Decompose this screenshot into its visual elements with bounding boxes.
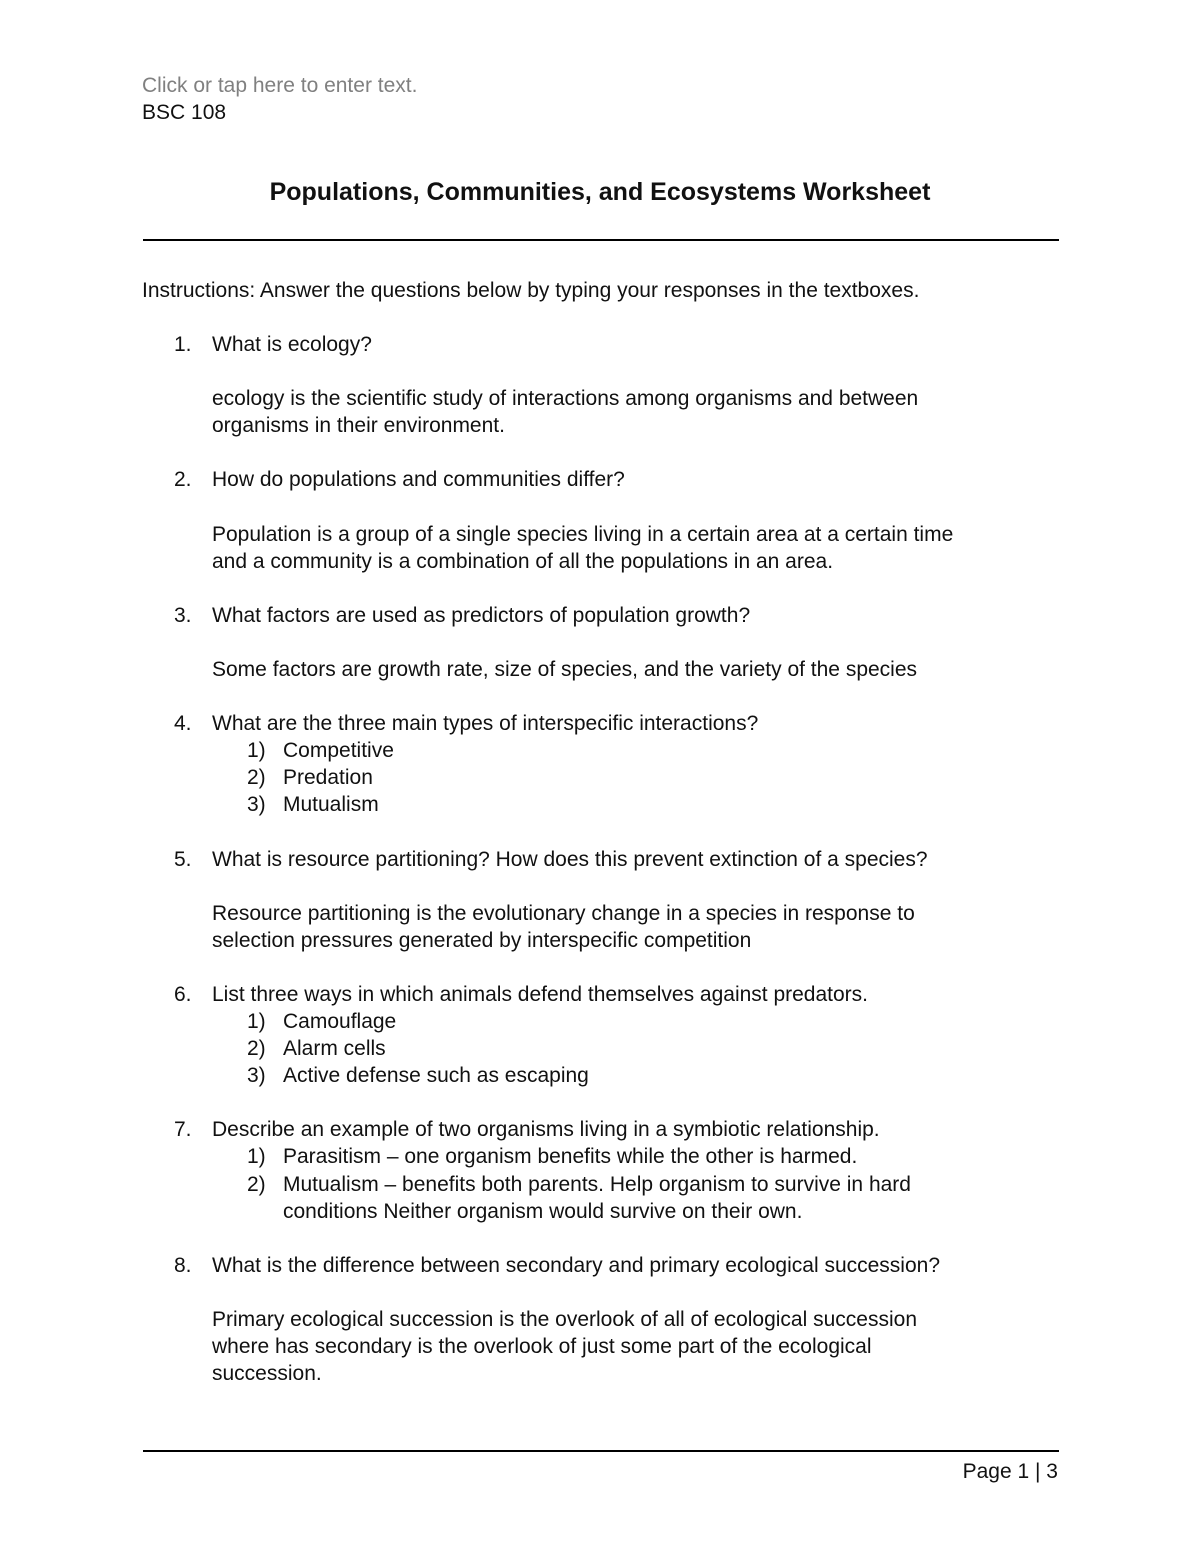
answer-line[interactable]: Population is a group of a single species living in a certain area at a certain time [212,523,954,546]
answer-line[interactable]: ecology is the scientific study of interactions among organisms and between [212,387,919,410]
list-item-number: 1) [247,1010,266,1033]
list-item-text[interactable]: Mutualism – benefits both parents. Help organism to survive in hard [283,1173,911,1196]
footer-divider [143,1450,1059,1452]
list-item-number: 3) [247,1064,266,1087]
course-code: BSC 108 [142,101,227,124]
list-item-text[interactable]: Camouflage [283,1010,397,1033]
answer-line[interactable]: Primary ecological succession is the overlook of all of ecological succession [212,1308,917,1331]
list-item-number: 2) [247,766,266,789]
question-text: What are the three main types of interspecific interactions? [212,712,759,735]
question-number: 1. [174,333,192,356]
question-number: 5. [174,848,192,871]
question-number: 7. [174,1118,192,1141]
text-placeholder-field[interactable]: Click or tap here to enter text. [142,74,418,97]
list-item-text[interactable]: Competitive [283,739,394,762]
answer-line[interactable]: and a community is a combination of all the populations in an area. [212,550,834,573]
page-title: Populations, Communities, and Ecosystems Worksheet [269,178,931,206]
list-item-text[interactable]: Mutualism [283,793,379,816]
list-item-number: 1) [247,739,266,762]
list-item-number: 2) [247,1173,266,1196]
question-text: List three ways in which animals defend themselves against predators. [212,983,869,1006]
instructions-text: Instructions: Answer the questions below by typing your responses in the textboxes. [142,279,920,302]
question-number: 3. [174,604,192,627]
question-text: Describe an example of two organisms living in a symbiotic relationship. [212,1118,880,1141]
answer-line[interactable]: Resource partitioning is the evolutionary change in a species in response to [212,902,915,925]
question-text: What is the difference between secondary and primary ecological succession? [212,1254,941,1277]
page-number: Page 1 | 3 [962,1460,1058,1483]
list-item-text[interactable]: Alarm cells [283,1037,386,1060]
list-item-text[interactable]: Active defense such as escaping [283,1064,589,1087]
list-item-number: 2) [247,1037,266,1060]
question-number: 2. [174,468,192,491]
answer-line[interactable]: selection pressures generated by interspecific competition [212,929,752,952]
question-number: 8. [174,1254,192,1277]
question-text: How do populations and communities differ? [212,468,625,491]
answer-line[interactable]: organisms in their environment. [212,414,505,437]
list-item-number: 1) [247,1145,266,1168]
list-item-number: 3) [247,793,266,816]
list-item-text[interactable]: Parasitism – one organism benefits while the other is harmed. [283,1145,858,1168]
question-number: 6. [174,983,192,1006]
answer-line[interactable]: Some factors are growth rate, size of species, and the variety of the species [212,658,918,681]
question-number: 4. [174,712,192,735]
question-text: What factors are used as predictors of population growth? [212,604,751,627]
answer-line[interactable]: where has secondary is the overlook of just some part of the ecological [212,1335,872,1358]
list-item-text[interactable]: Predation [283,766,373,789]
title-divider [143,239,1059,241]
answer-line[interactable]: succession. [212,1362,322,1385]
list-item-text-continued[interactable]: conditions Neither organism would survive on their own. [283,1200,803,1223]
question-text: What is resource partitioning? How does this prevent extinction of a species? [212,848,928,871]
question-text: What is ecology? [212,333,372,356]
